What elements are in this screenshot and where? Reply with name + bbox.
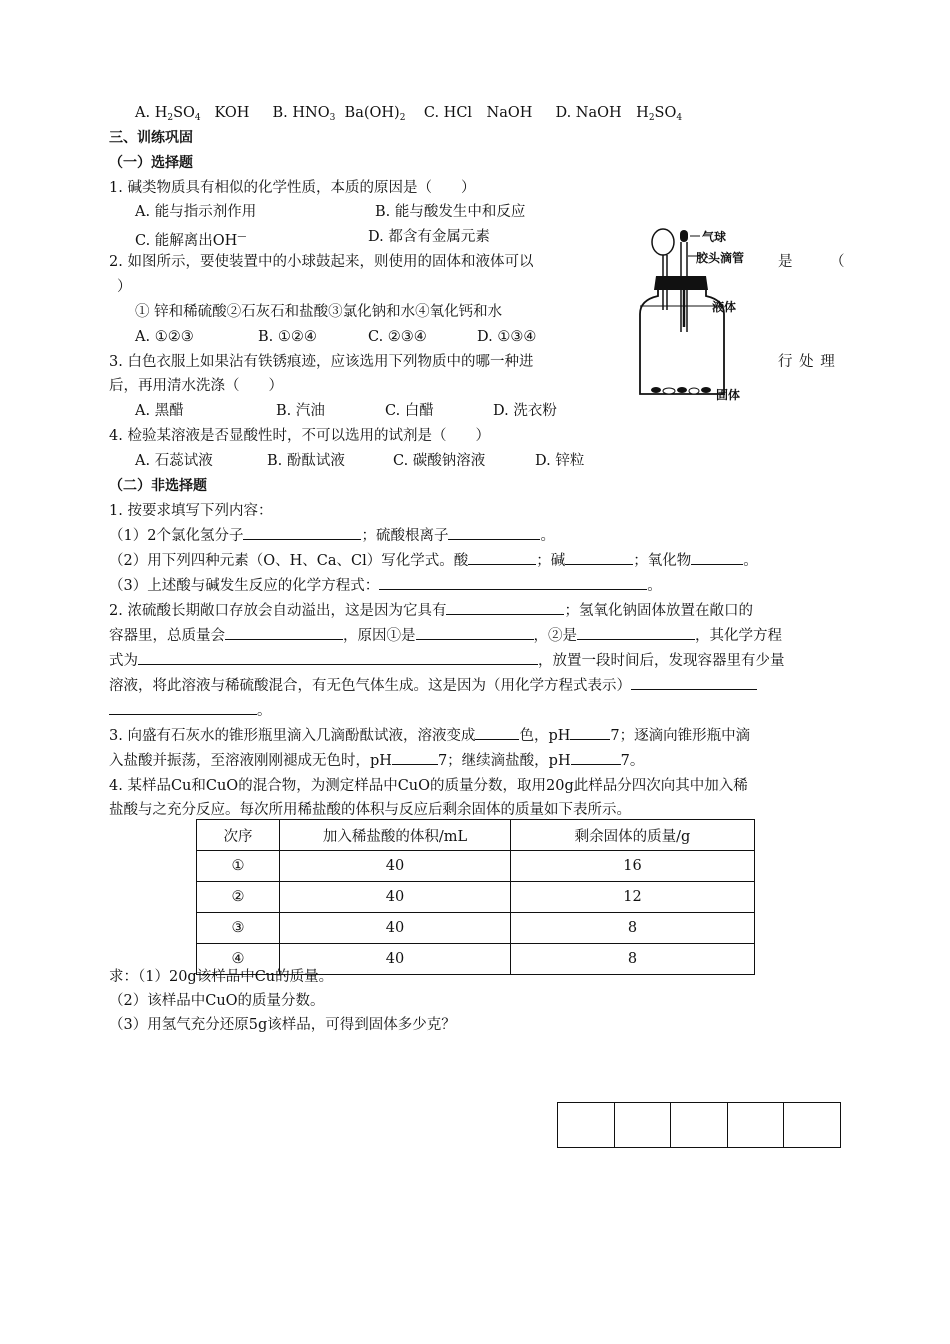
table-cell: 16 — [511, 851, 755, 882]
answer-blank[interactable] — [225, 625, 343, 640]
answer-blank[interactable] — [631, 675, 757, 690]
answer-blank[interactable] — [379, 575, 647, 590]
table-cell: 12 — [511, 882, 755, 913]
section-title: 三、训练巩固 — [109, 130, 193, 146]
n4-ask2: （2）该样品中CuO的质量分数。 — [109, 993, 325, 1009]
n1-stem: 1. 按要求填写下列内容： — [109, 503, 273, 519]
n2-line1: 2. 浓硫酸长期敞口存放会自动溢出，这是因为它具有 ；氢氧化钠固体放置在敞口的 — [109, 600, 753, 622]
label-dropper: 胶头滴管 — [696, 251, 745, 265]
score-grid — [557, 1102, 841, 1148]
q2-option-b: B. ①②④ — [258, 329, 317, 345]
label-liquid: 液体 — [712, 300, 737, 314]
n4-ask1: 求：（1）20g该样品中Cu的质量。 — [109, 969, 334, 985]
q3-stem: 3. 白色衣服上如果沾有铁锈痕迹，应该选用下列物质中的哪一种进 — [109, 354, 534, 370]
q2-option-a: A. ①②③ — [135, 329, 194, 345]
q4-stem: 4. 检验某溶液是否显酸性时，不可以选用的试剂是（ ） — [109, 428, 490, 444]
table-cell: ④ — [197, 944, 280, 975]
n4-ask3: （3）用氢气充分还原5g该样品，可得到固体多少克？ — [109, 1017, 456, 1033]
table-cell: 40 — [280, 944, 511, 975]
apparatus-figure — [636, 222, 766, 402]
score-cell[interactable] — [558, 1103, 615, 1148]
answer-blank[interactable] — [392, 750, 438, 765]
n2-line4: 溶液，将此溶液与稀硫酸混合，有无色气体生成。这是因为（用化学方程式表示） — [109, 675, 757, 697]
part2-title: （二）非选择题 — [109, 478, 207, 494]
table-cell: ③ — [197, 913, 280, 944]
n1-line3: （3）上述酸与碱发生反应的化学方程式： 。 — [109, 575, 662, 597]
answer-blank[interactable] — [138, 650, 538, 665]
q2-stem: 2. 如图所示，要使装置中的小球鼓起来，则使用的固体和液体可以 — [109, 254, 534, 270]
top-options-line: A. $H_2SO_4$ KOH B. $HNO_3$ $Ba(OH)_2$ C. HCl NaOH D. NaOH $H_2SO_4$ — [135, 105, 683, 123]
q1-stem: 1. 碱类物质具有相似的化学性质，本质的原因是（ ） — [109, 180, 476, 196]
answer-blank[interactable] — [109, 700, 257, 715]
answer-blank[interactable] — [475, 725, 519, 740]
table-row — [197, 913, 755, 944]
part1-title: （一）选择题 — [109, 155, 193, 171]
answer-blank[interactable] — [448, 525, 540, 540]
q4-option-d: D. 锌粒 — [535, 453, 585, 469]
score-cell[interactable] — [671, 1103, 728, 1148]
table-row — [197, 882, 755, 913]
q3-option-b: B. 汽油 — [276, 403, 325, 419]
answer-blank[interactable] — [577, 625, 695, 640]
score-cell[interactable] — [727, 1103, 784, 1148]
q2-paren-close: ） — [117, 279, 132, 295]
table-cell: 40 — [280, 851, 511, 882]
q2-paren-open: （ — [830, 254, 845, 270]
q3-stem2: 后，再用清水洗涤（ ） — [109, 378, 283, 394]
n3-line1: 3. 向盛有石灰水的锥形瓶里滴入几滴酚酞试液，溶液变成 色，pH 7；逐滴向锥形瓶中滴 — [109, 725, 750, 747]
label-solid: 固体 — [716, 388, 741, 402]
table-cell: 8 — [511, 944, 755, 975]
q1-option-a: A. 能与指示剂作用 — [135, 204, 257, 220]
q3-option-d: D. 洗衣粉 — [493, 403, 557, 419]
n4-line1: 4. 某样品Cu和CuO的混合物，为测定样品中CuO的质量分数，取用20g此样品分四次向其中加入稀 — [109, 778, 748, 794]
q1-option-d: D. 都含有金属元素 — [368, 229, 490, 245]
table-cell: 8 — [511, 913, 755, 944]
q2-option-d: D. ①③④ — [477, 329, 537, 345]
q2-stem-right: 是 — [778, 254, 793, 270]
q3-option-c: C. 白醋 — [385, 403, 434, 419]
table-row — [197, 851, 755, 882]
table-cell: 40 — [280, 913, 511, 944]
table-header: 剩余固体的质量/g — [511, 820, 755, 851]
score-row — [558, 1103, 841, 1148]
answer-blank[interactable] — [691, 550, 743, 565]
answer-blank[interactable] — [243, 525, 361, 540]
score-cell[interactable] — [784, 1103, 841, 1148]
answer-blank[interactable] — [565, 550, 633, 565]
table-cell: ① — [197, 851, 280, 882]
label-balloon: 气球 — [702, 230, 727, 244]
table-header-row — [197, 820, 755, 851]
q4-option-c: C. 碳酸钠溶液 — [393, 453, 486, 469]
n2-line3: 式为 ，放置一段时间后，发现容器里有少量 — [109, 650, 785, 672]
q3-option-a: A. 黑醋 — [135, 403, 184, 419]
results-table — [196, 819, 755, 975]
q2-choices: ① 锌和稀硫酸②石灰石和盐酸③氯化钠和水④氧化钙和水 — [135, 304, 503, 320]
n1-line2: （2）用下列四种元素（O、H、Ca、Cl）写化学式。酸 ；碱 ；氧化物 。 — [109, 550, 758, 572]
answer-blank[interactable] — [468, 550, 536, 565]
n4-line2: 盐酸与之充分反应。每次所用稀盐酸的体积与反应后剩余固体的质量如下表所示。 — [109, 802, 631, 818]
n2-line5: 。 — [109, 700, 272, 722]
answer-blank[interactable] — [571, 750, 621, 765]
q1-option-c: C. 能解离出OH— — [135, 232, 247, 249]
q2-option-c: C. ②③④ — [368, 329, 427, 345]
table-header: 加入稀盐酸的体积/mL — [280, 820, 511, 851]
table-header: 次序 — [197, 820, 280, 851]
n3-line2: 入盐酸并振荡，至溶液刚刚褪成无色时，pH 7；继续滴盐酸，pH 7。 — [109, 750, 644, 772]
n2-line2: 容器里，总质量会 ，原因①是 ，②是 ，其化学方程 — [109, 625, 782, 647]
q3-stem-right: 行 处 理 — [778, 354, 836, 370]
answer-blank[interactable] — [570, 725, 610, 740]
q4-option-b: B. 酚酞试液 — [267, 453, 345, 469]
q1-option-b: B. 能与酸发生中和反应 — [375, 204, 526, 220]
score-cell[interactable] — [614, 1103, 671, 1148]
table-cell: ② — [197, 882, 280, 913]
answer-blank[interactable] — [416, 625, 534, 640]
answer-blank[interactable] — [446, 600, 564, 615]
table-cell: 40 — [280, 882, 511, 913]
n1-line1: （1）2个氯化氢分子 ；硫酸根离子 。 — [109, 525, 555, 547]
q4-option-a: A. 石蕊试液 — [135, 453, 213, 469]
